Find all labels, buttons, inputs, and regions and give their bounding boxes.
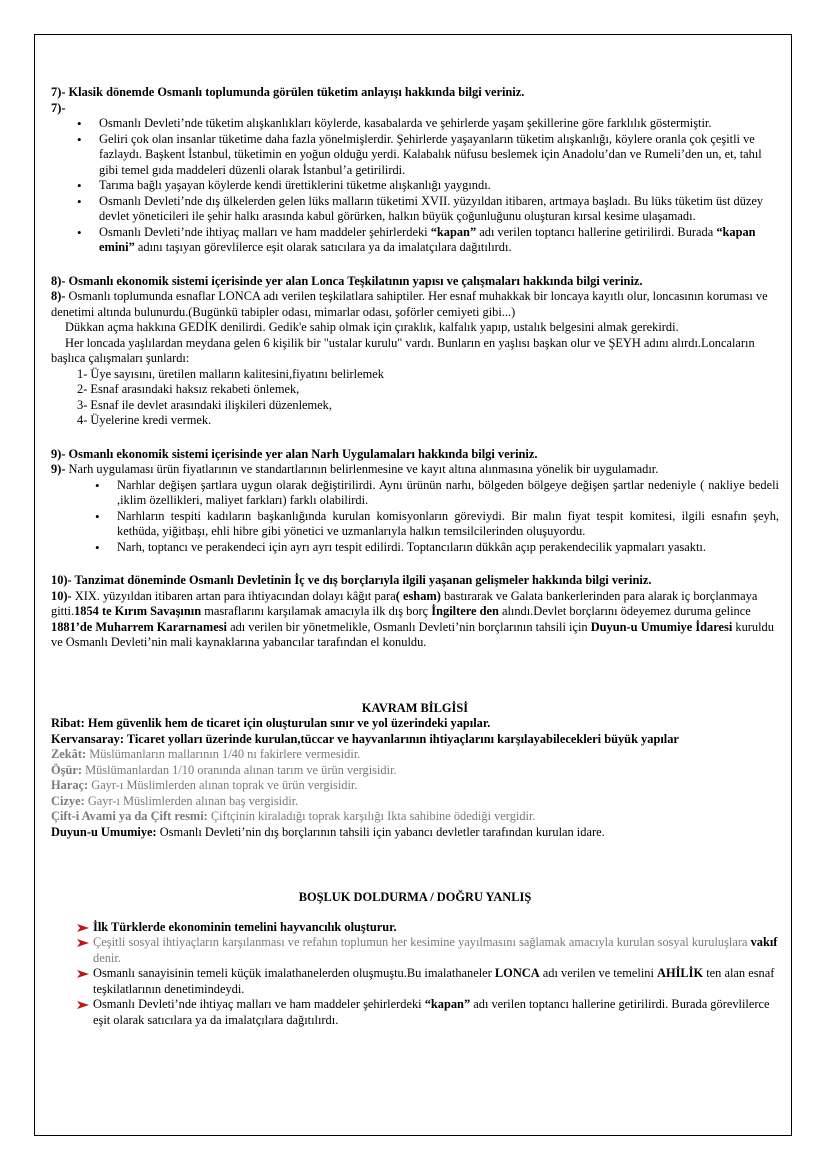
list-item: 1- Üye sayısını, üretilen malların kalitesini,fiyatını belirlemek [77, 366, 384, 381]
term: Öşür: [51, 762, 82, 777]
text: Osmanlı Devleti’nde ihtiyaç malları ve ham maddeler şehirlerdeki [99, 224, 431, 239]
arrow-bullet-icon [77, 1000, 89, 1010]
term: Duyun-u Umumiye: [51, 824, 157, 839]
arrow-bullet-icon [77, 938, 89, 948]
kavram-harac [51, 778, 779, 794]
arrow-bullet-icon [77, 923, 89, 933]
list-item: • Tarıma bağlı yaşayan köylerde kendi ürettiklerini tüketme alışkanlığı yaygındı. [51, 178, 779, 194]
text: adı verilen toptancı hallerine getirilirdi. Burada [476, 224, 717, 239]
text: ten alan esnaf teşkilatlarının denetimindeydi. [93, 966, 775, 996]
bosluk-list [51, 920, 779, 1029]
worksheet-content [51, 85, 779, 1028]
page-border [34, 34, 792, 1136]
list-item: • Narh, toptancı ve perakendeci için ayrı ayrı tespit edilirdi. Toptancıların dükkân açıp perakendecilik yapmaları yasaktı. [51, 540, 779, 556]
term: Kervansaray: [51, 731, 124, 746]
text: XIX. yüzyıldan itibaren artan para ihtiyacından dolayı kâğıt para [71, 588, 396, 603]
list-item [51, 920, 779, 936]
term: Ribat: [51, 716, 85, 730]
question-8: 8)- Osmanlı ekonomik sistemi içerisinde yer alan Lonca Teşkilatının yapısı ve çalışmaları hakkında bilgi veriniz. [51, 273, 643, 288]
definition: Gayr-ı Müslimlerden alınan toprak ve ürün vergisidir. [88, 778, 358, 792]
text: Osmanlı toplumunda esnaflar LONCA adı verilen teşkilatlara sahiptiler. Her esnaf muhakkak bir loncaya kayıtlı olur, loncasının koruması ve denetimi altında bulunurdu.(Bugünkü tabipler odası, mimarlar odası, şoförler cemiyeti gibi...) [51, 289, 768, 319]
kavram-osur [51, 763, 779, 779]
term-kapan: “kapan” [424, 997, 471, 1011]
list-item: 4- Üyelerine kredi vermek. [77, 413, 212, 427]
text: Narh uygulaması ürün fiyatlarının ve standartlarının belirlenmesine ve kayıt altına alınmasına yönelik bir uygulamadır. [65, 462, 659, 476]
term-esham: ( esham) [395, 588, 441, 603]
question-7: 7)- Klasik dönemde Osmanlı toplumunda görülen tüketim anlayışı hakkında bilgi veriniz. [51, 85, 525, 99]
definition: Çiftçinin kiraladığı toprak karşılığı Ikta sahibine ödediği vergidir. [207, 809, 536, 823]
text: Çeşitli sosyal ihtiyaçların karşılanması ve refahın toplumun her kesimine yayılmasını sağlamak amacıyla kurulan sosyal kuruluşlara [93, 935, 751, 949]
answer-7-list [51, 116, 779, 256]
definition: Hem güvenlik hem de ticaret için oluşturulan sınır ve yol üzerindeki yapılar. [84, 716, 491, 730]
term: Haraç: [51, 778, 89, 792]
list-item: • Osmanlı Devleti’nde tüketim alışkanlıkları köylerde, kasabalarda ve şehirlerde yaşam şekillerine göre farklılık göstermiştir. [51, 116, 779, 132]
answer-10-number: 10)- [51, 588, 72, 603]
term-vakif: vakıf [750, 935, 778, 949]
answer-8-number: 8)- [51, 289, 66, 303]
term-kirim: 1854 te Kırım Savaşının [74, 604, 202, 618]
kavram-duyun [51, 825, 779, 841]
answer-9-intro [51, 462, 779, 478]
answer-9-number: 9)- [51, 462, 66, 476]
list-item [51, 997, 779, 1028]
definition: Müslümanlardan 1/10 oranında alınan tarım ve ürün vergisidir. [81, 762, 397, 777]
list-item: • Geliri çok olan insanlar tüketime daha fazla yönelmişlerdir. Şehirlerde yaşayanların tüketim alışkanlığı, köylere oranla çok çeşitli ve fazlaydı. Başkent İstanbul, tüketimin en yoğun olduğu yerdi. Kalabalık nüfusu beslemek için Anadolu’dan ve Rumeli’den un, et, tahıl gibi temel gıda maddeleri düzenli olarak İstanbul’a getirilirdi. [51, 132, 779, 179]
text: alındı.Devlet borçlarını ödeyemez duruma gelince [498, 604, 751, 618]
list-item [51, 225, 779, 256]
list-item: • Narhlar değişen şartlara uygun olarak değiştirilirdi. Aynı ürünün narhı, bölgeden bölgeye değişen şartlar nedeniyle ( nakliye bedeli ,iklim özellikleri, maliyet farkları) farklı olabilirdi. [51, 478, 779, 509]
kavram-ribat [51, 716, 779, 732]
text: adı verilen toptancı hallerine getirilirdi. Burada görevlilerce eşit olarak satıcılara ya da imalatçılara dağıtılırdı. [93, 997, 770, 1027]
definition: Gayr-ı Müslimlerden alınan baş vergisidir. [84, 793, 299, 808]
term: Cizye: [51, 793, 85, 808]
text: adını taşıyan görevlilerce eşit olarak satıcılara ya da imalatçılara dağıtılırdı. [134, 240, 512, 254]
question-9: 9)- Osmanlı ekonomik sistemi içerisinde yer alan Narh Uygulamaları hakkında bilgi veriniz. [51, 446, 538, 461]
term-kapan: “kapan” [430, 224, 477, 239]
definition: Müslümanların mallarının 1/40 nı fakirlere vermesidir. [86, 747, 361, 761]
text: denir. [93, 950, 121, 965]
answer-8-p3: Her loncada yaşlılardan meydana gelen 6 kişilik bir "ustalar kurulu" vardı. Bunların en yaşlısı başkan olur ve ŞEYH adını alırdı.Loncaların başlıca çalışmaları şunlardı: [51, 335, 755, 365]
definition: Osmanlı Devleti’nin dış borçlarının tahsili için yabancı devletler tarafından kurulan idare. [156, 824, 605, 839]
text: Osmanlı sanayisinin temeli küçük imalathanelerden oluşmuştu.Bu imalathaneler [93, 966, 495, 980]
text: adı verilen bir yönetmelikle, Osmanlı Devleti’nin borçlarının tahsili için [226, 619, 591, 634]
list-item: • Narhların tespiti kadıların başkanlığında kurulan komisyonların göreviydi. Bir malın fiyat tespit komitesi, ilgili esnafın şeyh, kethüda, yiğitbaşı, ehli hibre gibi yönetici ve uzmanlarıyla halkın temsilcilerinden oluşuyordu. [51, 509, 779, 540]
text: adı verilen ve temelini [539, 966, 657, 980]
term-muharrem: 1881’de Muharrem Kararnamesi [51, 619, 227, 634]
list-item [51, 966, 779, 997]
term-kapan-emini: “kapan emini” [99, 224, 756, 254]
answer-10 [51, 589, 779, 651]
text: kuruldu ve Osmanlı Devleti’nin mali kaynaklarına yabancılar tarafından el konuldu. [51, 619, 774, 649]
kavram-cift [51, 809, 779, 825]
term-duyun: Duyun-u Umumiye İdaresi [590, 619, 733, 634]
answer-7-number: 7)- [51, 100, 66, 115]
text: Osmanlı Devleti’nde ihtiyaç malları ve ham maddeler şehirlerdeki [93, 997, 425, 1011]
list-item: 2- Esnaf arasındaki haksız rekabeti önlemek, [77, 382, 300, 396]
term-lonca: LONCA [494, 966, 540, 980]
kavram-zekat [51, 747, 779, 763]
text: İlk Türklerde ekonominin temelini hayvancılık oluşturur. [93, 919, 397, 934]
answer-9-list [51, 478, 779, 556]
term-ahilik: AHİLİK [657, 966, 704, 980]
kavram-kervansaray [51, 732, 779, 748]
answer-8-p1 [51, 289, 779, 320]
answer-8-p2: Dükkan açma hakkına GEDİK denilirdi. Gedik'e sahip olmak için çıraklık, kalfalık yapıp, ustalık belgesini almak gerekirdi. [65, 320, 679, 334]
term-ingiltere: İngiltere den [431, 604, 499, 618]
text: masraflarını karşılamak amacıyla ilk dış borç [201, 604, 432, 618]
bosluk-title: BOŞLUK DOLDURMA / DOĞRU YANLIŞ [298, 890, 532, 904]
term: Zekât: [51, 747, 87, 761]
text: bastırarak ve Galata bankerlerinden para alarak iç borçlanmaya gitti. [51, 588, 758, 618]
list-item: • Osmanlı Devleti’nde dış ülkelerden gelen lüks malların tüketimi XVII. yüzyıldan itibaren, artmaya başladı. Bu lüks tüketim üst düzey devlet yöneticileri ile şehir halkı arasında kabul görürken, halkın büyük çoğunluğunu oluşturan kırsal kesime ulaşamadı. [51, 194, 779, 225]
kavram-title: KAVRAM BİLGİSİ [361, 700, 469, 715]
lonca-duties-list [51, 367, 779, 429]
term: Çift-i Avami ya da Çift resmi: [51, 809, 208, 823]
arrow-bullet-icon [77, 969, 89, 979]
kavram-cizye [51, 794, 779, 810]
definition: Ticaret yolları üzerinde kurulan,tüccar ve hayvanlarının ihtiyaçlarını karşılayabilecekleri büyük yapılar [123, 731, 679, 746]
list-item [51, 935, 779, 966]
list-item: 3- Esnaf ile devlet arasındaki ilişkileri düzenlemek, [77, 397, 332, 412]
question-10: 10)- Tanzimat döneminde Osmanlı Devletinin İç ve dış borçlarıyla ilgili yaşanan gelişmeler hakkında bilgi veriniz. [51, 573, 652, 587]
